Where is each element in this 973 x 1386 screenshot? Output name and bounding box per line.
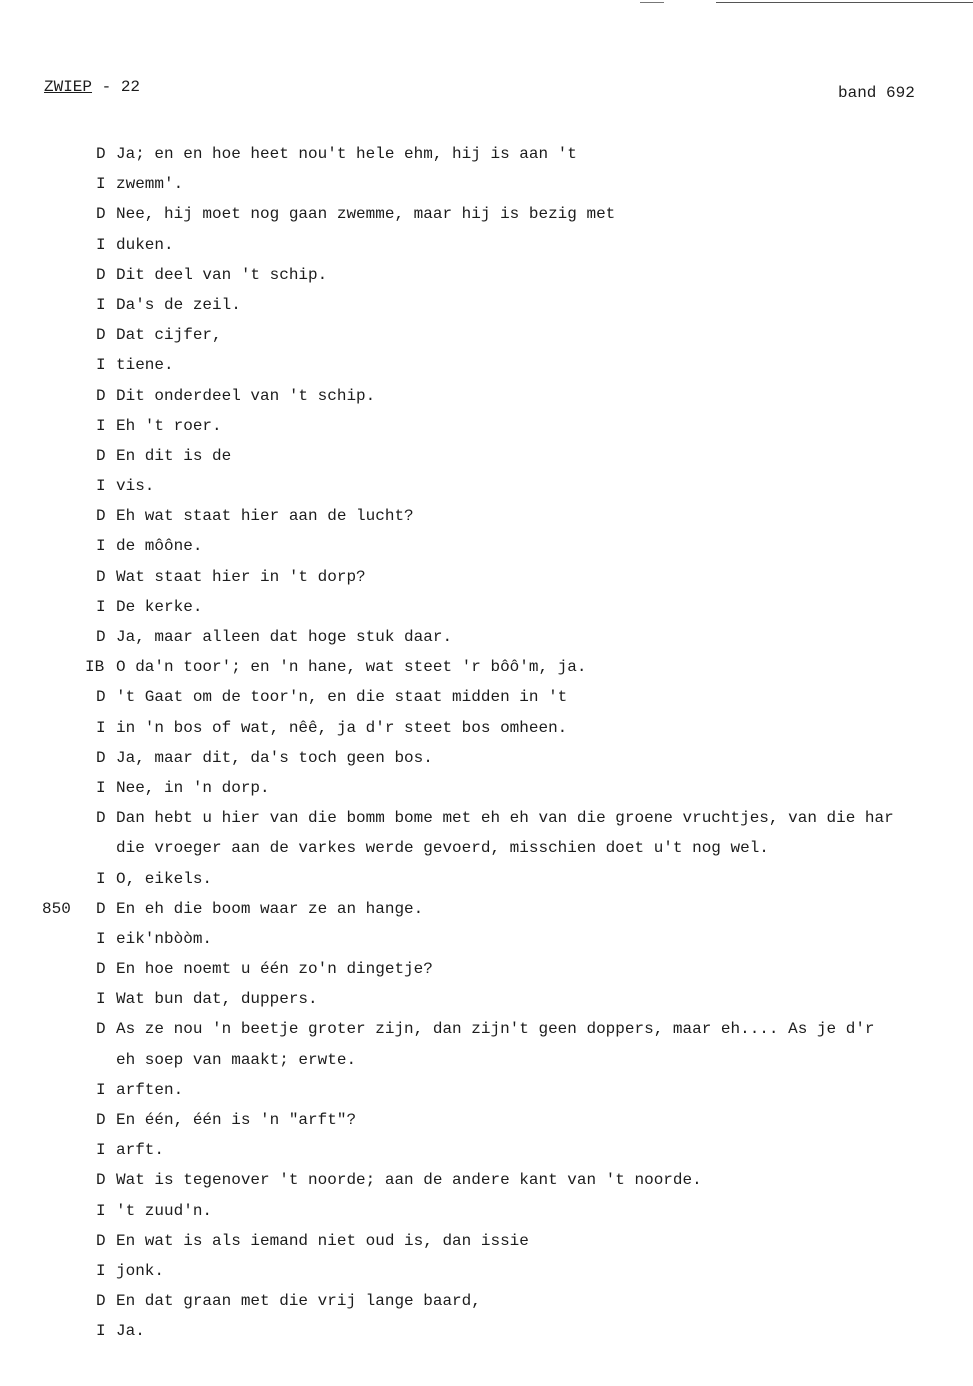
utterance-text: En wat is als iemand niet oud is, dan issie — [116, 1231, 529, 1250]
transcript-line — [0, 594, 973, 624]
speaker-label: D — [96, 265, 106, 284]
speaker-label: D — [96, 960, 106, 979]
speaker-label: I — [96, 718, 106, 737]
speaker-label: I — [96, 990, 106, 1009]
utterance-text: Da's de zeil. — [116, 295, 241, 314]
speaker-label: I — [96, 597, 106, 616]
utterance-text: Ja, maar alleen dat hoge stuk daar. — [116, 628, 453, 646]
top-rule-long — [716, 2, 973, 3]
speaker-label: D — [96, 1292, 106, 1311]
speaker-label: D — [96, 688, 106, 707]
line-number: 850 — [42, 899, 71, 918]
utterance-text: En hoe noemt u één zo'n dingetje? — [116, 960, 433, 979]
transcript-line — [0, 986, 973, 1016]
speaker-label: I — [96, 175, 106, 194]
speaker-label: I — [96, 1201, 106, 1220]
utterance-text: En dat graan met die vrij lange baard, — [116, 1292, 481, 1311]
speaker-label: I — [96, 1141, 106, 1160]
speaker-label: D — [96, 205, 106, 224]
transcript-line — [0, 1016, 973, 1046]
utterance-text: Dan hebt u hier van die bomm bome met eh eh van die groene vruchtjes, van die har — [116, 809, 894, 828]
utterance-text: O, eikels. — [116, 869, 213, 888]
speaker-label: D — [96, 1231, 106, 1250]
transcript-line — [0, 292, 973, 322]
speaker-label: I — [96, 235, 106, 254]
transcript-line — [0, 745, 973, 775]
speaker-label: I — [96, 778, 106, 797]
speaker-label: D — [96, 1111, 106, 1129]
utterance-text: O da'n toor'; en 'n hane, wat steet 'r bôô'm, ja. — [116, 658, 587, 677]
speaker-label: IB — [85, 658, 105, 677]
utterance-text: eik'nbòòm. — [116, 929, 213, 948]
utterance-text: Nee, in 'n dorp. — [116, 778, 270, 797]
speaker-label: D — [96, 748, 106, 767]
transcript-line — [0, 775, 973, 805]
speaker-label: I — [96, 356, 106, 375]
speaker-label: I — [96, 1080, 106, 1099]
utterance-text: zwemm'. — [116, 175, 184, 194]
transcript-line — [0, 1228, 973, 1258]
utterance-text: tiene. — [116, 356, 174, 375]
utterance-text: Wat staat hier in 't dorp? — [116, 567, 366, 586]
transcript-line — [0, 715, 973, 745]
speaker-label: D — [96, 1171, 106, 1190]
transcript-line — [0, 866, 973, 896]
speaker-label: D — [96, 899, 106, 918]
speaker-label: D — [96, 507, 106, 526]
transcript-line — [0, 1137, 973, 1167]
utterance-text: arften. — [116, 1080, 184, 1099]
page-header-left — [44, 78, 140, 96]
transcript-line — [0, 1077, 973, 1107]
utterance-text: Eh wat staat hier aan de lucht? — [116, 507, 414, 526]
utterance-text: Wat bun dat, duppers. — [116, 990, 318, 1009]
utterance-text: En dit is de — [116, 446, 232, 465]
utterance-text: Nee, hij moet nog gaan zwemme, maar hij is bezig met — [116, 205, 616, 224]
speaker-label: D — [96, 567, 106, 586]
utterance-text: Dat cijfer, — [116, 326, 222, 345]
transcript-line — [0, 443, 973, 473]
utterance-text: de môône. — [116, 537, 203, 556]
utterance-text: Eh 't roer. — [116, 416, 222, 435]
utterance-text: jonk. — [116, 1261, 165, 1280]
utterance-text: eh soep van maakt; erwte. — [116, 1050, 357, 1069]
utterance-text: Dit onderdeel van 't schip. — [116, 386, 376, 405]
speaker-label: I — [96, 1322, 106, 1341]
transcript-line — [0, 896, 973, 926]
speaker-label: I — [96, 416, 106, 435]
transcript-line — [0, 141, 973, 171]
speaker-label: D — [96, 326, 106, 345]
speaker-label: D — [96, 809, 106, 828]
transcript-line — [0, 1047, 973, 1077]
utterance-text: Dit deel van 't schip. — [116, 265, 328, 284]
speaker-label: I — [96, 869, 106, 888]
transcript-line — [0, 383, 973, 413]
transcript-line — [0, 1167, 973, 1197]
transcript-line — [0, 956, 973, 986]
transcript-line — [0, 262, 973, 292]
document-title: ZWIEP — [44, 78, 93, 96]
utterance-text: Wat is tegenover 't noorde; aan de andere kant van 't noorde. — [116, 1171, 702, 1190]
speaker-label: D — [96, 446, 106, 465]
transcript-line — [0, 503, 973, 533]
transcript-line — [0, 805, 973, 835]
utterance-text: 't zuud'n. — [116, 1201, 213, 1220]
transcript-line — [0, 413, 973, 443]
utterance-text: in 'n bos of wat, nêê, ja d'r steet bos omheen. — [116, 718, 568, 737]
transcript-line — [0, 1198, 973, 1228]
transcript-line — [0, 1258, 973, 1288]
speaker-label: I — [96, 295, 106, 314]
page-number: - 22 — [92, 78, 141, 96]
transcript-line — [0, 201, 973, 231]
transcript-line — [0, 171, 973, 201]
utterance-text: duken. — [116, 235, 174, 254]
transcript-line — [0, 835, 973, 865]
transcript-line — [0, 624, 973, 654]
speaker-label: D — [96, 145, 106, 163]
speaker-label: D — [96, 386, 106, 405]
utterance-text: De kerke. — [116, 597, 203, 616]
speaker-label: I — [96, 1261, 106, 1280]
utterance-text: 't Gaat om de toor'n, en die staat midden in 't — [116, 688, 568, 707]
transcript-line — [0, 654, 973, 684]
top-rule-short — [640, 2, 664, 3]
utterance-text: vis. — [116, 477, 155, 496]
speaker-label: I — [96, 477, 106, 496]
utterance-text: Ja; en en hoe heet nou't hele ehm, hij is aan 't — [116, 145, 577, 163]
transcript-line — [0, 1288, 973, 1318]
transcript-line — [0, 684, 973, 714]
speaker-label: I — [96, 929, 106, 948]
transcript-line — [0, 533, 973, 563]
transcript-line — [0, 352, 973, 382]
transcript-line — [0, 1107, 973, 1137]
utterance-text: As ze nou 'n beetje groter zijn, dan zijn't geen doppers, maar eh.... As je d'r — [116, 1020, 875, 1039]
utterance-text: En eh die boom waar ze an hange. — [116, 899, 424, 918]
utterance-text: arft. — [116, 1141, 165, 1160]
utterance-text: Ja, maar dit, da's toch geen bos. — [116, 748, 433, 767]
utterance-text: die vroeger aan de varkes werde gevoerd, misschien doet u't nog wel. — [116, 839, 769, 858]
speaker-label: D — [96, 1020, 106, 1039]
utterance-text: Ja. — [116, 1322, 145, 1341]
transcript-line — [0, 564, 973, 594]
transcript-line — [0, 473, 973, 503]
speaker-label: I — [96, 537, 106, 556]
utterance-text: En één, één is 'n "arft"? — [116, 1111, 357, 1129]
transcript-line — [0, 1318, 973, 1348]
transcript-line — [0, 926, 973, 956]
transcript-line — [0, 322, 973, 352]
transcript-body — [0, 141, 973, 1349]
tape-label: band 692 — [838, 84, 915, 102]
speaker-label: D — [96, 628, 106, 646]
transcript-line — [0, 232, 973, 262]
